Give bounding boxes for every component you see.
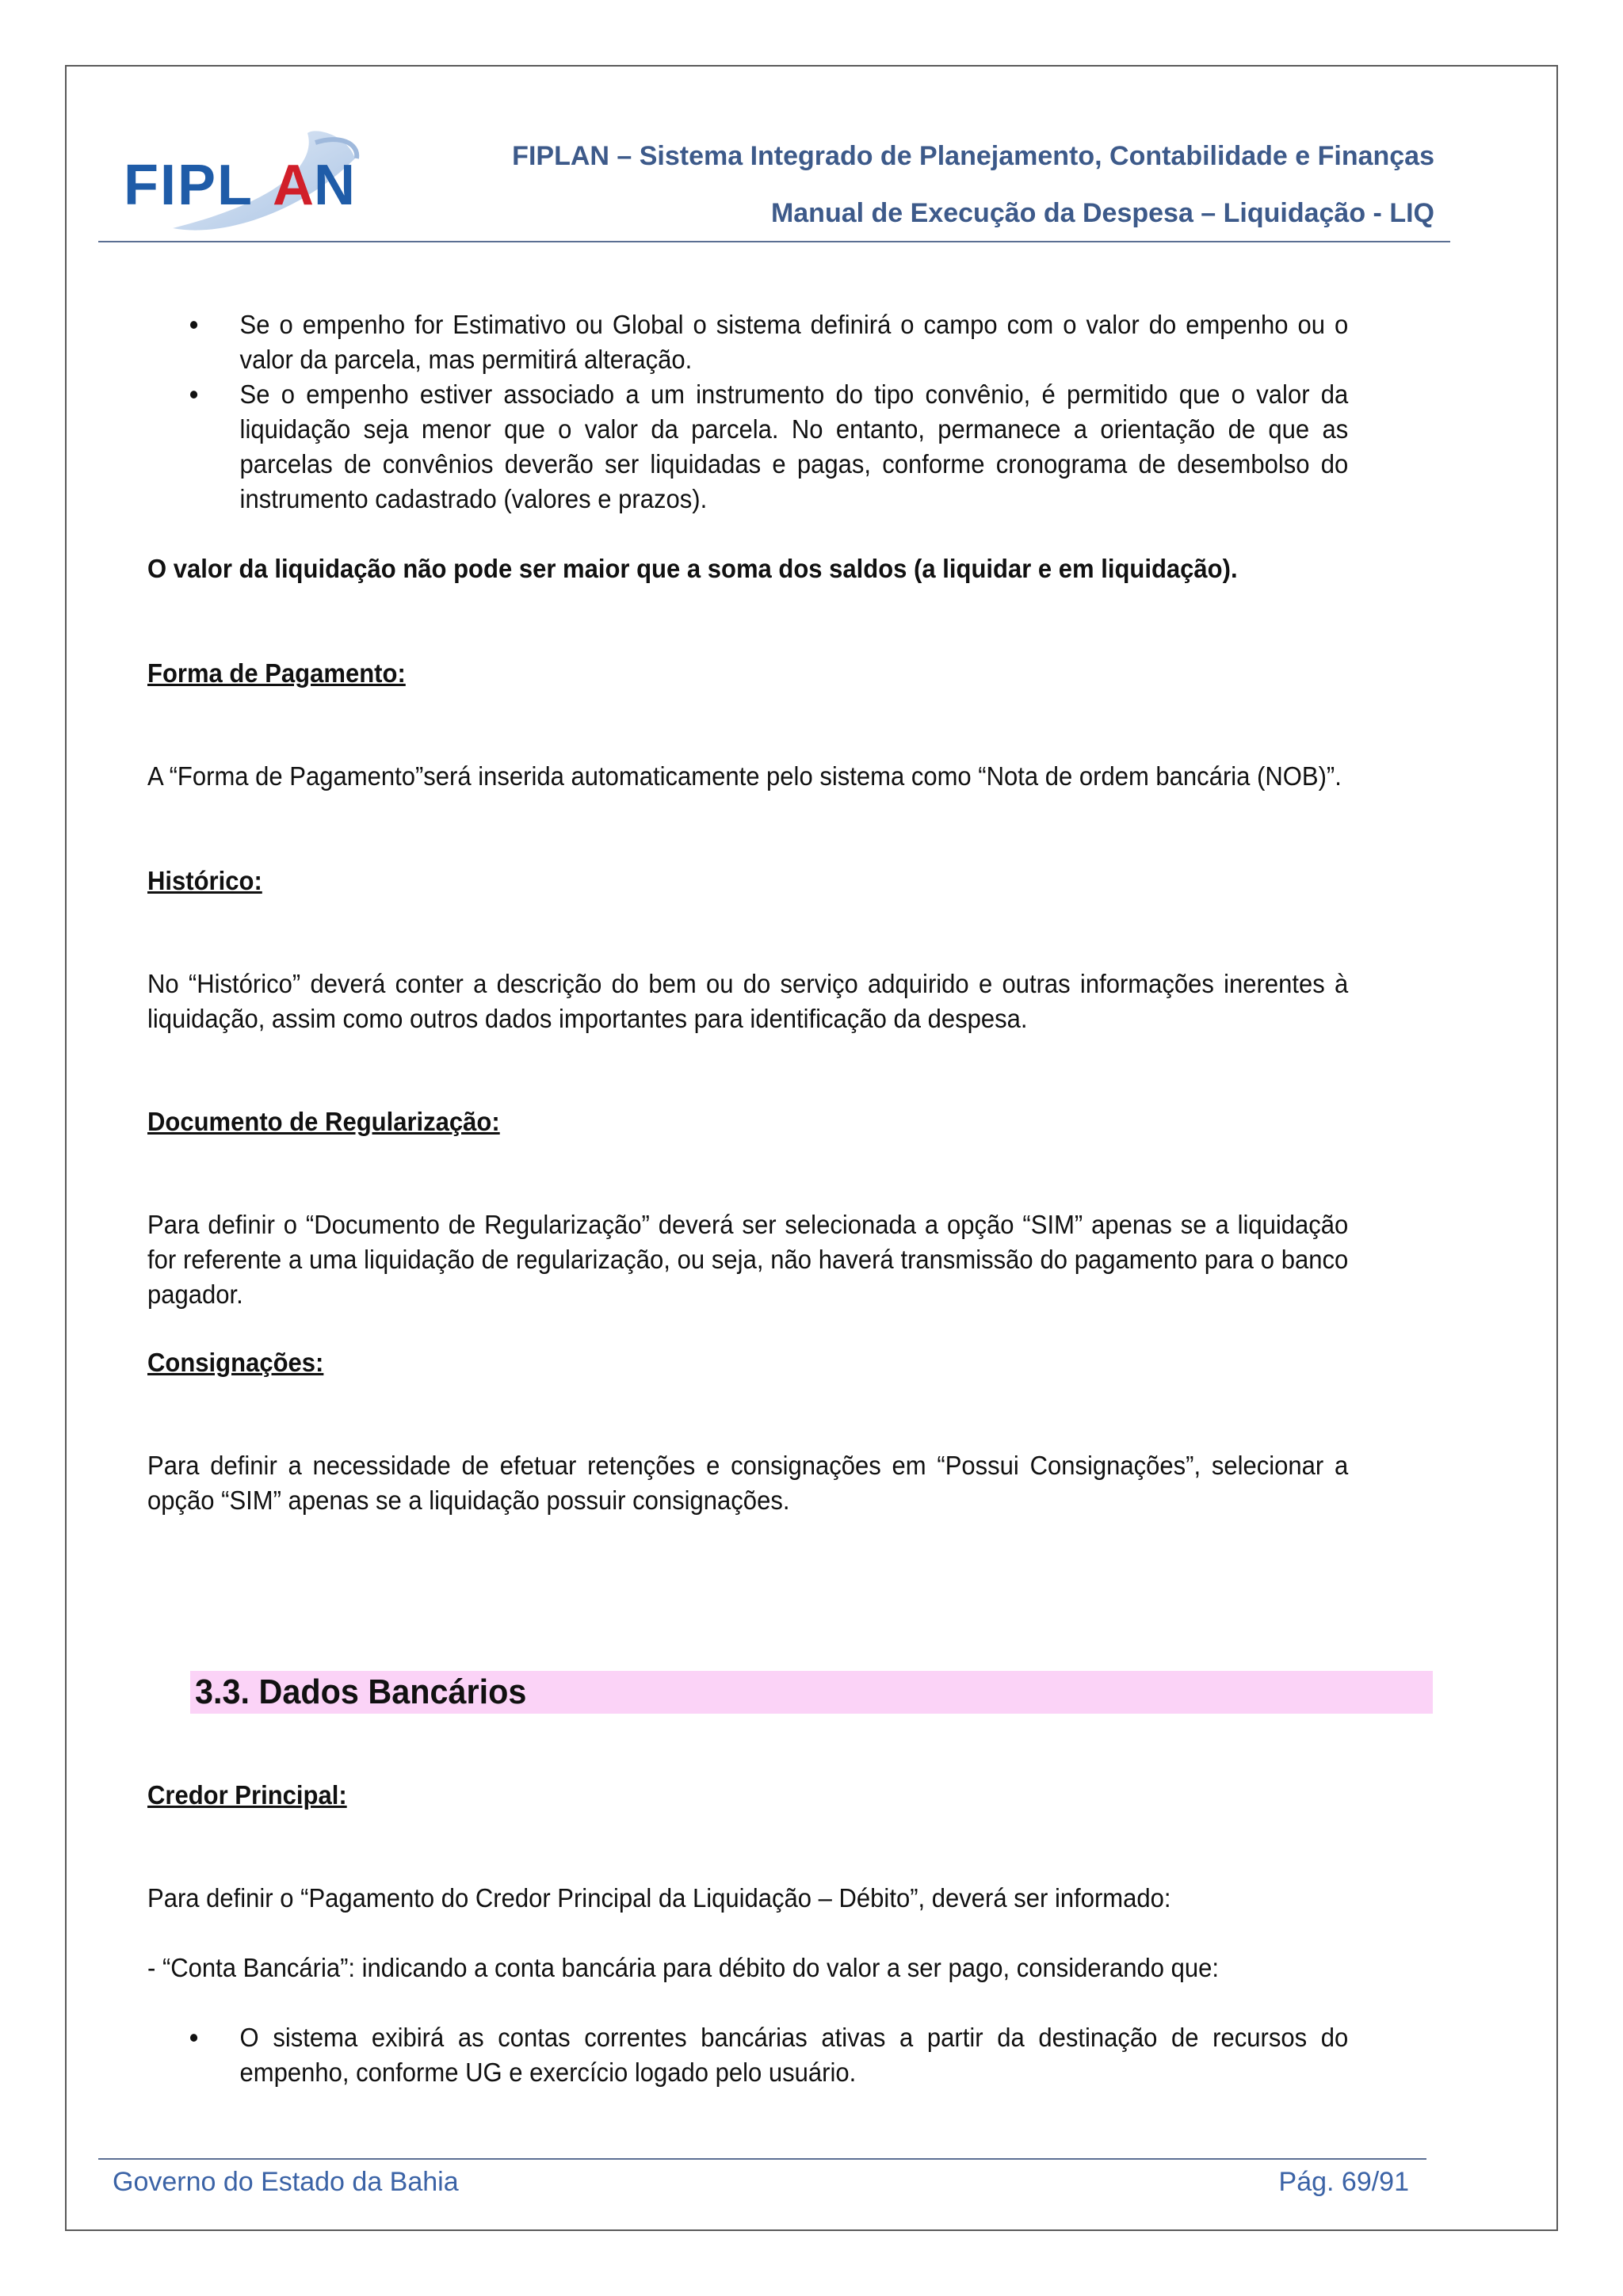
bullet-item: • Se o empenho estiver associado a um instrumento do tipo convênio, é permitido que o valor da liquidação seja menor que o valor da parcela. No entanto, permanece a orientação de que as parcelas de convênios deverão ser liquidadas e pagas, conforme cronograma de desembolso do instrumento cadastrado (valores e prazos). [147,377,1348,517]
header-divider [98,241,1450,242]
bullet-item: • Se o empenho for Estimativo ou Global o sistema definirá o campo com o valor do empenho ou o valor da parcela, mas permitirá alteração. [147,307,1348,377]
forma-pagamento-heading: Forma de Pagamento: [147,658,406,688]
top-bullet-list [147,307,1348,517]
historico-text: No “Histórico” deverá conter a descrição do bem ou do serviço adquirido e outras informações inerentes à liquidação, assim como outros dados importantes para identificação da despesa. [147,969,1349,1033]
svg-text:N: N [314,154,355,217]
header-title: FIPLAN – Sistema Integrado de Planejamento, Contabilidade e Finanças [512,141,1434,171]
bullet-item: • O sistema exibirá as contas correntes bancárias ativas a partir da destinação de recursos do empenho, conforme UG e exercício logado pelo usuário. [147,2020,1348,2090]
footer-divider [98,2158,1426,2160]
consignacoes-text: Para definir a necessidade de efetuar retenções e consignações em “Possui Consignações”, selecionar a opção “SIM” apenas se a liquidação possuir consignações. [147,1451,1349,1515]
documento-text: Para definir o “Documento de Regularização” deverá ser selecionada a opção “SIM” apenas se a liquidação for referente a uma liquidação de regularização, ou seja, não haverá transmissão do pagamento para o banco pagador. [147,1210,1349,1309]
header-subtitle: Manual de Execução da Despesa – Liquidação - LIQ [770,198,1434,228]
section-title: 3.3. Dados Bancários [195,1672,527,1711]
credor-conta: - “Conta Bancária”: indicando a conta bancária para débito do valor a ser pago, considerando que: [147,1953,1219,1982]
fiplan-logo [117,127,379,238]
documento-heading: Documento de Regularização: [147,1107,500,1136]
footer-left: Governo do Estado da Bahia [113,2167,459,2197]
credor-bullet-list [147,2020,1348,2090]
credor-text: Para definir o “Pagamento do Credor Principal da Liquidação – Débito”, deverá ser informado: [147,1883,1171,1913]
consignacoes-heading: Consignações: [147,1348,324,1377]
section-heading-bar [190,1671,1433,1714]
svg-text:A: A [273,154,314,217]
svg-text:FIPL: FIPL [124,154,254,217]
page-number: Pág. 69/91 [1278,2167,1409,2197]
forma-pagamento-text: A “Forma de Pagamento”será inserida automaticamente pelo sistema como “Nota de ordem bancária (NOB)”. [147,761,1342,791]
bold-note: O valor da liquidação não pode ser maior que a soma dos saldos (a liquidar e em liquidação). [147,554,1238,583]
credor-heading: Credor Principal: [147,1780,347,1810]
historico-heading: Histórico: [147,866,262,895]
